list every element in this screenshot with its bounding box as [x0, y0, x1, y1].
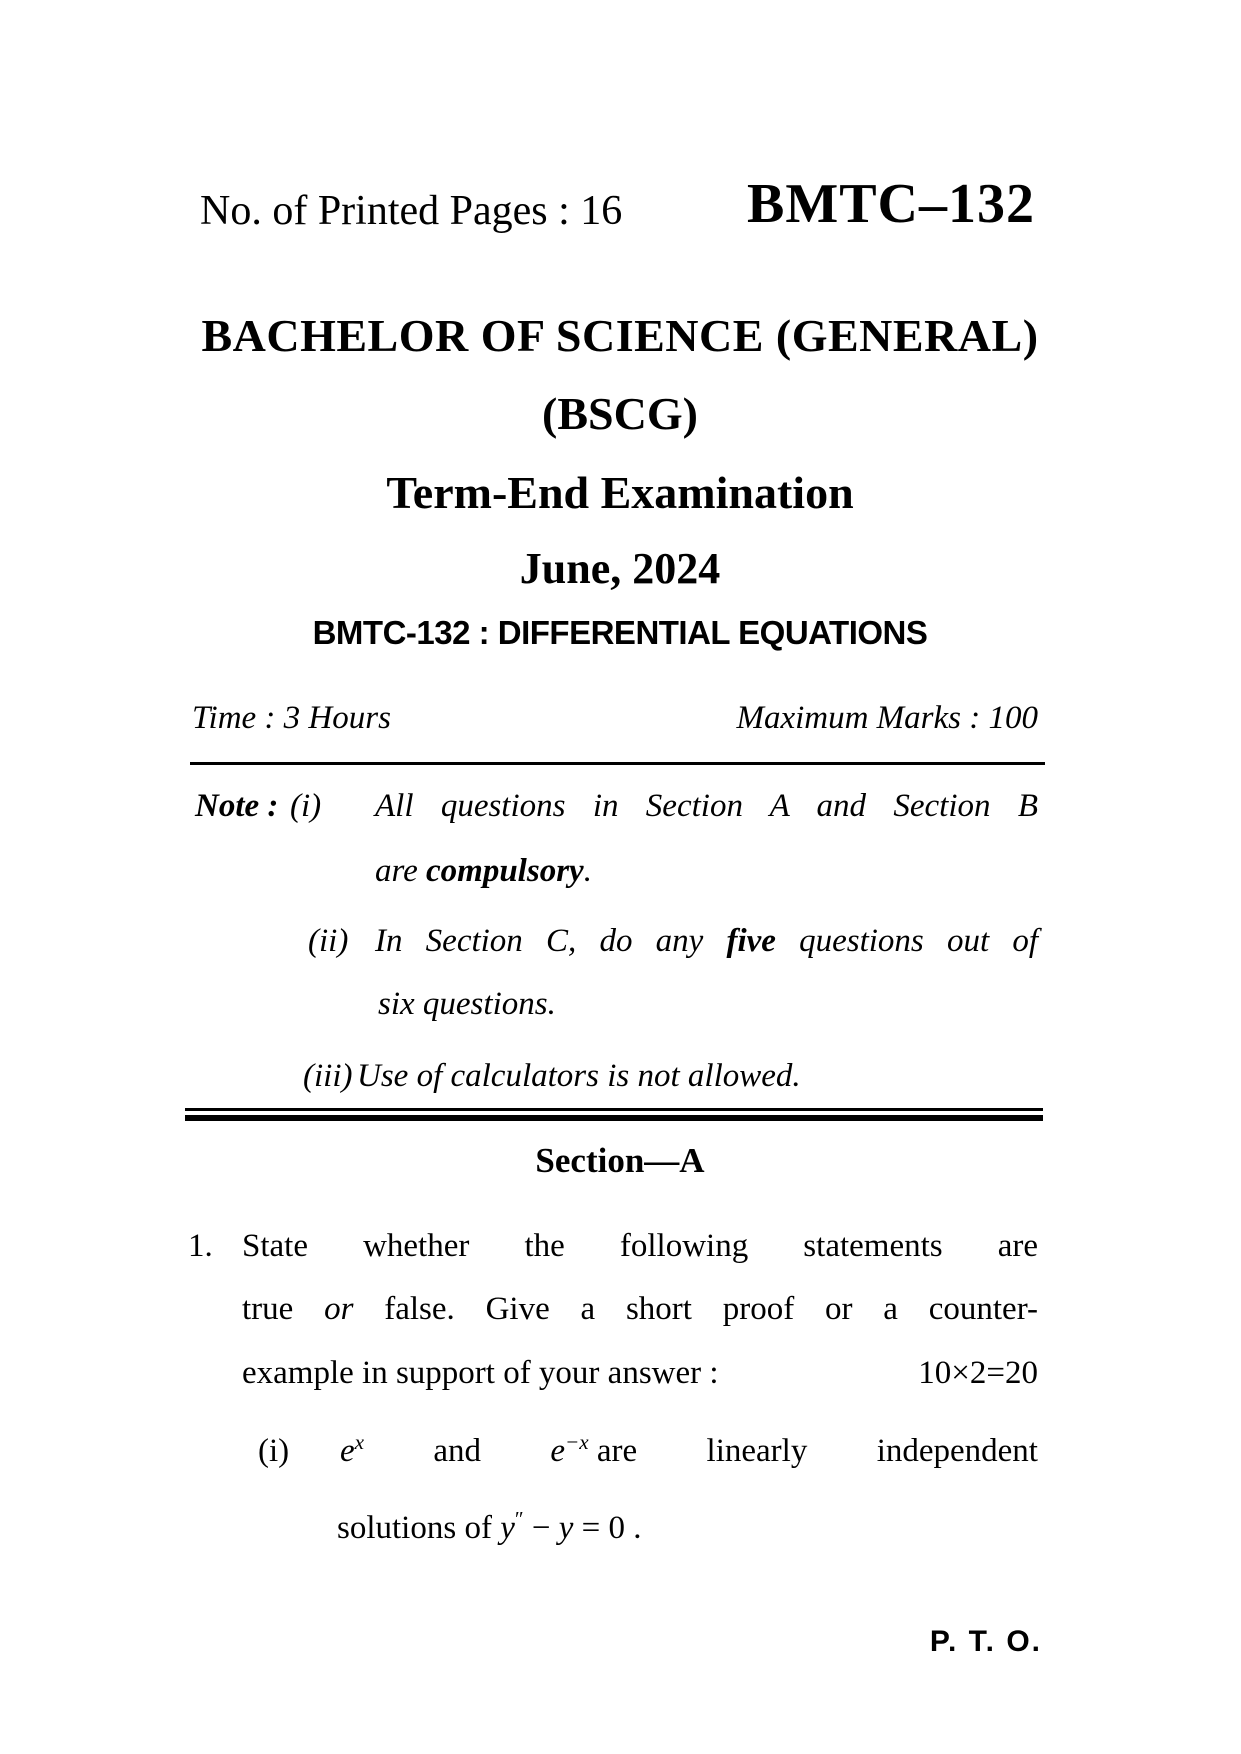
- page-turn-over-note: P. T. O.: [929, 1625, 1042, 1658]
- question-1-sub-i-marker: (i): [258, 1433, 290, 1469]
- double-rule-thick-line: [185, 1115, 1043, 1121]
- note-item-ii-line1-post: questions out of: [775, 923, 1038, 959]
- question-1-line3-text: example in support of your answer :: [242, 1355, 719, 1391]
- math-exponent-x: x: [354, 1430, 365, 1455]
- math-e-power-x: $e^x$: [340, 1430, 365, 1469]
- note-item-i-line2-bold: compulsory: [426, 853, 584, 889]
- word-are: are: [588, 1433, 638, 1469]
- question-1-line1: State whether the following statements are: [242, 1228, 1038, 1264]
- question-1-line2: [242, 1290, 1038, 1330]
- double-rule: [185, 1108, 1043, 1121]
- word-and: and: [433, 1433, 482, 1469]
- math-y: y: [558, 1510, 574, 1546]
- exam-title: Term-End Examination: [386, 467, 854, 518]
- note-item-ii-line1-pre: In Section C, do any: [375, 923, 727, 959]
- note-item-i-marker: (i): [290, 788, 322, 824]
- word-linearly: linearly: [706, 1433, 808, 1469]
- maximum-marks: Maximum Marks : 100: [736, 700, 1038, 736]
- question-1-line3: [242, 1354, 1038, 1394]
- math-y-doubleprime: y: [500, 1510, 515, 1546]
- question-1-line2-or: or: [324, 1291, 354, 1327]
- exam-session: June, 2024: [519, 544, 721, 593]
- note-item-i-line2-post: .: [583, 853, 592, 889]
- paper-code: BMTC–132: [747, 173, 1035, 235]
- note-item-i-line2: [375, 852, 592, 892]
- printed-pages-note: No. of Printed Pages : 16: [200, 188, 623, 234]
- sub-i-line2-pre: solutions of: [337, 1510, 501, 1546]
- section-a-heading: Section—A: [535, 1141, 705, 1180]
- math-exponent-minus-x: −x: [565, 1430, 589, 1455]
- horizontal-rule: [190, 762, 1045, 765]
- note-item-ii-marker: (ii): [308, 923, 349, 959]
- note-item-iii-line1: Use of calculators is not allowed.: [357, 1058, 801, 1094]
- question-1-line2-pre: true: [242, 1291, 325, 1327]
- question-1-marks: 10×2=20: [918, 1355, 1038, 1391]
- question-1-number: 1.: [188, 1228, 213, 1264]
- math-doubleprime: ″: [514, 1507, 524, 1532]
- math-minus: −: [523, 1510, 559, 1546]
- note-item-ii-line1-bold: five: [726, 923, 776, 959]
- degree-abbreviation: (BSCG): [542, 388, 698, 439]
- note-item-ii-line1: [375, 922, 1038, 962]
- note-item-i-line2-pre: are: [375, 853, 427, 889]
- time-allowed: Time : 3 Hours: [192, 700, 391, 736]
- question-1-sub-i-line1: [340, 1432, 1038, 1472]
- exam-meta-row: [192, 700, 1038, 737]
- question-1-sub-i-line2: [337, 1509, 642, 1549]
- word-independent: independent: [876, 1433, 1038, 1469]
- note-item-i-line1: All questions in Section A and Section B: [375, 788, 1038, 824]
- math-e-power-minus-x-are: $e^{-x}$ are: [550, 1430, 638, 1469]
- math-equals-zero: = 0 .: [573, 1510, 642, 1546]
- note-label: Note :: [195, 788, 279, 824]
- question-1-line2-post: false. Give a short proof or a counter-: [353, 1291, 1039, 1327]
- note-item-iii-marker: (iii): [303, 1058, 353, 1094]
- course-title: BMTC-132 : DIFFERENTIAL EQUATIONS: [312, 614, 928, 651]
- degree-title: BACHELOR OF SCIENCE (GENERAL): [201, 310, 1039, 361]
- note-item-ii-line2: six questions.: [378, 986, 556, 1022]
